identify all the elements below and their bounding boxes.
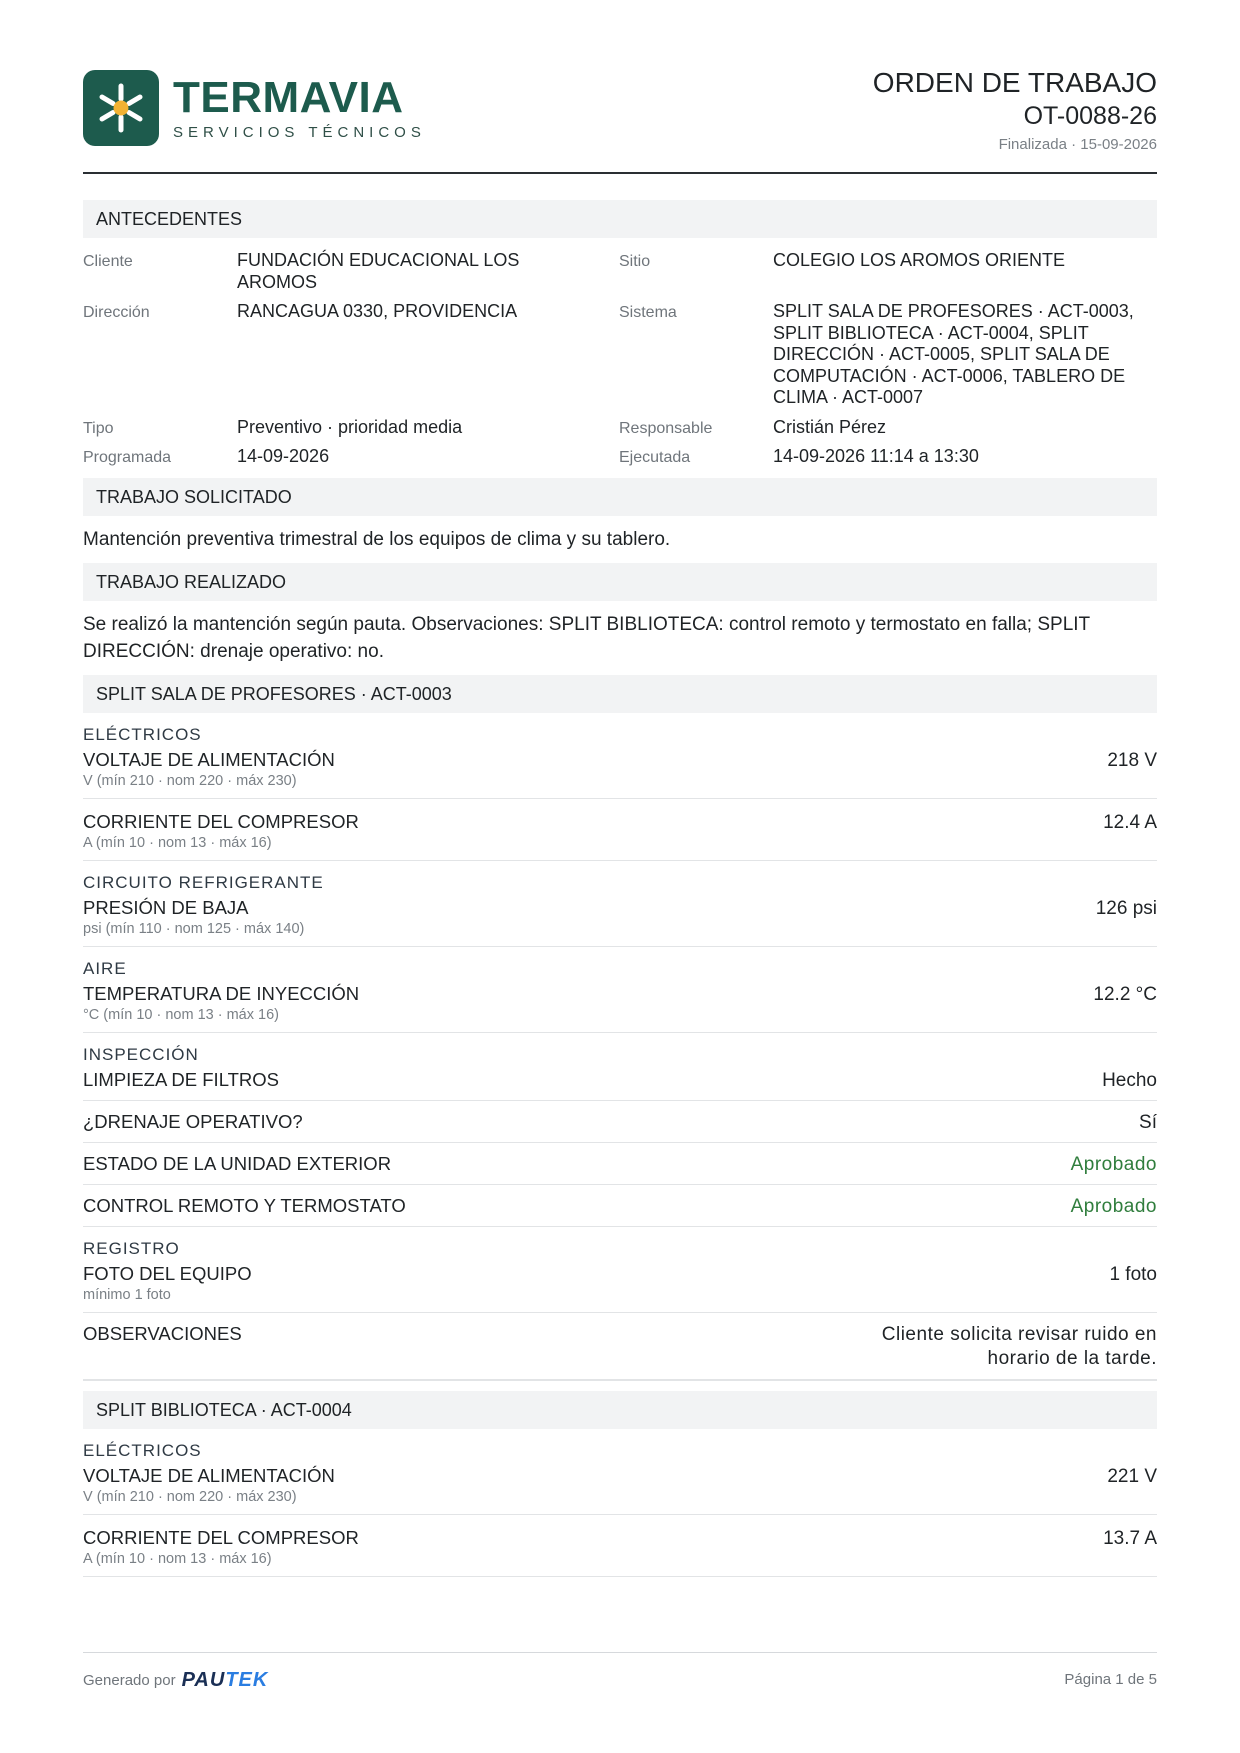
sitio-label: Sitio xyxy=(619,253,651,270)
direccion-value: RANCAGUA 0330, PROVIDENCIA xyxy=(237,301,518,321)
programada-value: 14-09-2026 xyxy=(237,446,330,466)
checklist-item xyxy=(83,1515,1157,1577)
tipo-label: Tipo xyxy=(83,419,114,437)
checklist-item xyxy=(83,1101,1157,1143)
item-range: °C (mín 10 · nom 13 · máx 16) xyxy=(83,1006,279,1023)
item-value: 218 V xyxy=(1107,749,1157,771)
document-number: OT-0088-26 xyxy=(1023,102,1157,130)
group-aire: AIRE xyxy=(83,958,127,978)
status-approved: Aprobado xyxy=(1070,1195,1157,1217)
item-name: VOLTAJE DE ALIMENTACIÓN xyxy=(83,748,335,770)
item-value: 221 V xyxy=(1107,1465,1157,1487)
item-name: CONTROL REMOTO Y TERMOSTATO xyxy=(83,1194,406,1216)
ejecutada-value: 14-09-2026 11:14 a 13:30 xyxy=(773,446,979,466)
generated-by-label: Generado por xyxy=(83,1672,176,1689)
checklist-item xyxy=(83,893,1157,947)
brand-name: TERMAVIA xyxy=(173,72,404,122)
sitio-value: COLEGIO LOS AROMOS ORIENTE xyxy=(773,250,1066,270)
item-name: ESTADO DE LA UNIDAD EXTERIOR xyxy=(83,1152,392,1174)
section-equipo-act-0004: SPLIT BIBLIOTECA · ACT-0004 xyxy=(83,1391,1157,1429)
programada-label: Programada xyxy=(83,449,172,466)
document-header xyxy=(83,0,1157,174)
item-name: LIMPIEZA DE FILTROS xyxy=(83,1068,280,1090)
item-value: 12.2 °C xyxy=(1093,983,1157,1005)
item-name: CORRIENTE DEL COMPRESOR xyxy=(83,810,359,832)
item-value: 12.4 A xyxy=(1103,811,1157,833)
section-trabajo-solicitado: TRABAJO SOLICITADO xyxy=(83,478,1157,516)
section-equipo-act-0003: SPLIT SALA DE PROFESORES · ACT-0003 xyxy=(83,675,1157,713)
item-value: Sí xyxy=(1139,1111,1157,1133)
checklist-item xyxy=(83,1185,1157,1227)
brand-tagline: SERVICIOS TÉCNICOS xyxy=(173,123,426,141)
observaciones-line-1: Cliente solicita revisar ruido en xyxy=(881,1323,1157,1345)
item-name: VOLTAJE DE ALIMENTACIÓN xyxy=(83,1464,335,1486)
group-circuito-refrigerante: CIRCUITO REFRIGERANTE xyxy=(83,872,324,892)
tipo-value: Preventivo · prioridad media xyxy=(237,416,463,437)
item-range: A (mín 10 · nom 13 · máx 16) xyxy=(83,834,272,851)
item-value: 126 psi xyxy=(1095,897,1157,919)
checklist-item xyxy=(83,1143,1157,1185)
ejecutada-label: Ejecutada xyxy=(619,449,691,466)
item-value: 1 foto xyxy=(1109,1263,1157,1285)
item-range: A (mín 10 · nom 13 · máx 16) xyxy=(83,1550,272,1567)
sistema-label: Sistema xyxy=(619,304,677,321)
status-approved: Aprobado xyxy=(1070,1153,1157,1175)
item-name: FOTO DEL EQUIPO xyxy=(83,1262,252,1284)
responsable-label: Responsable xyxy=(619,419,713,437)
checklist-item xyxy=(83,1461,1157,1515)
group-electricos: ELÉCTRICOS xyxy=(83,1440,202,1460)
pautek-logo-b: TEK xyxy=(225,1669,269,1691)
checklist-item xyxy=(83,979,1157,1033)
pautek-logo xyxy=(182,1669,269,1692)
item-name: OBSERVACIONES xyxy=(83,1322,242,1344)
item-value: Hecho xyxy=(1102,1069,1157,1091)
responsable-value: Cristián Pérez xyxy=(773,416,887,437)
page-number: Página 1 de 5 xyxy=(1064,1671,1157,1688)
trabajo-solicitado-text: Mantención preventiva trimestral de los equipos de clima y su tablero. xyxy=(83,528,671,550)
item-range: V (mín 210 · nom 220 · máx 230) xyxy=(83,772,297,789)
checklist-item xyxy=(83,1065,1157,1101)
page-footer xyxy=(83,1652,1157,1693)
group-inspeccion: INSPECCIÓN xyxy=(83,1044,199,1064)
document-title: ORDEN DE TRABAJO xyxy=(872,67,1157,98)
group-electricos: ELÉCTRICOS xyxy=(83,724,202,744)
observaciones-value xyxy=(882,1319,1157,1379)
document-heading xyxy=(873,66,1157,153)
item-name: PRESIÓN DE BAJA xyxy=(83,896,249,918)
sistema-value: SPLIT SALA DE PROFESORES · ACT-0003, SPLIT BIBLIOTECA · ACT-0004, SPLIT DIRECCIÓN · ACT-0005, SPLIT SALA DE COMPUTACIÓN · ACT-0006, TABLERO DE CLIMA · ACT-0007 xyxy=(773,301,1134,407)
item-range: psi (mín 110 · nom 125 · máx 140) xyxy=(83,920,305,937)
group-registro: REGISTRO xyxy=(83,1238,180,1258)
trabajo-realizado-text: Se realizó la mantención según pauta. Observaciones: SPLIT BIBLIOTECA: control remoto y termostato en falla; SPLIT DIRECCIÓN: drenaje operativo: no. xyxy=(83,613,1090,662)
snowflake-sun-icon xyxy=(83,70,159,146)
item-name: ¿DRENAJE OPERATIVO? xyxy=(83,1110,303,1132)
item-range: V (mín 210 · nom 220 · máx 230) xyxy=(83,1488,297,1505)
item-value: 13.7 A xyxy=(1103,1527,1157,1549)
checklist-item xyxy=(83,799,1157,861)
antecedentes-grid xyxy=(83,238,1157,468)
section-antecedentes: ANTECEDENTES xyxy=(83,200,1157,238)
checklist-item-observaciones xyxy=(83,1313,1157,1381)
cliente-label: Cliente xyxy=(83,253,133,270)
item-name: TEMPERATURA DE INYECCIÓN xyxy=(83,982,360,1004)
section-trabajo-realizado: TRABAJO REALIZADO xyxy=(83,563,1157,601)
item-range: mínimo 1 foto xyxy=(83,1286,171,1303)
observaciones-line-2: horario de la tarde. xyxy=(987,1347,1157,1369)
document-status: Finalizada · 15-09-2026 xyxy=(998,136,1157,153)
cliente-value: FUNDACIÓN EDUCACIONAL LOS AROMOS xyxy=(237,250,520,292)
checklist-item xyxy=(83,1259,1157,1313)
checklist-item xyxy=(83,745,1157,799)
pautek-logo-a: PAU xyxy=(181,1669,226,1691)
termavia-logo xyxy=(83,70,426,146)
generated-by xyxy=(83,1669,268,1692)
direccion-label: Dirección xyxy=(83,304,150,321)
item-name: CORRIENTE DEL COMPRESOR xyxy=(83,1526,359,1548)
